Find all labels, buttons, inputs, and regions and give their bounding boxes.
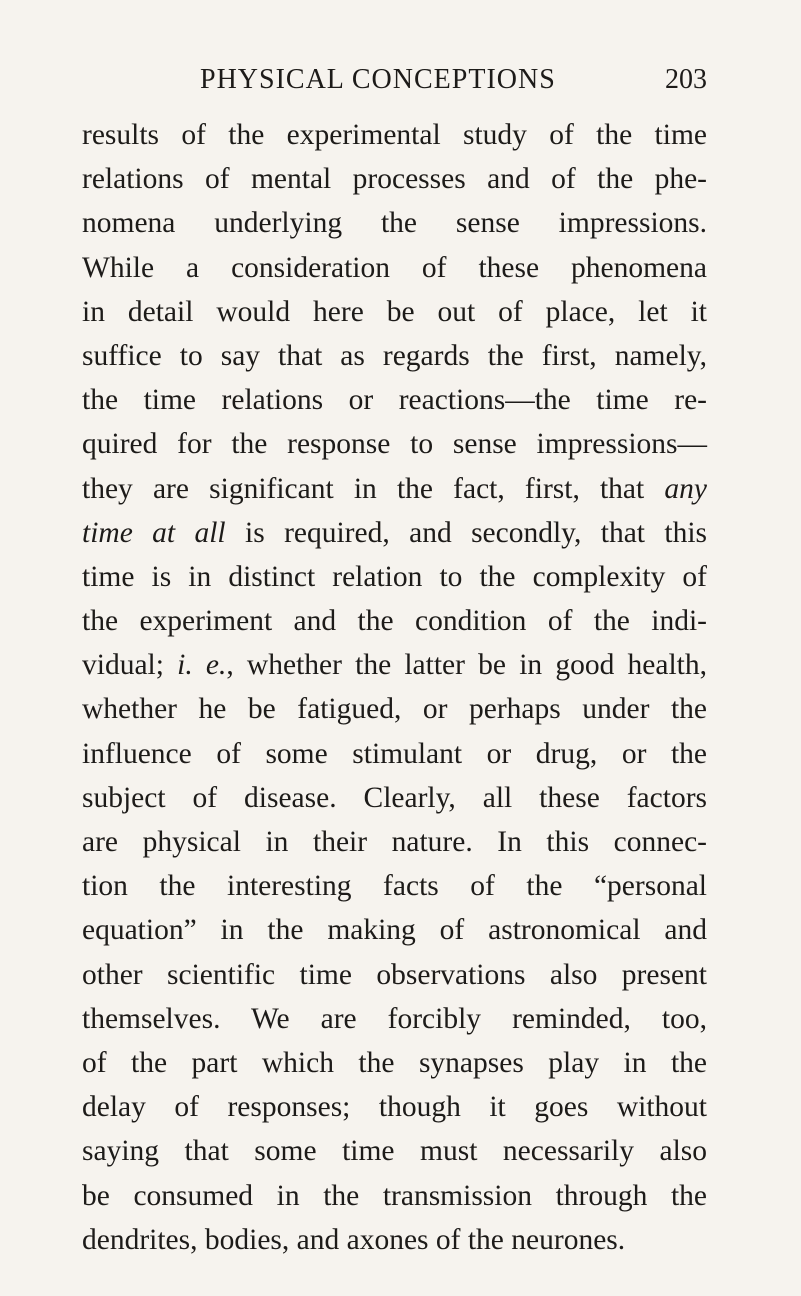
text-segment: are physical in their nature. In this connec- (82, 826, 707, 858)
text-line (82, 953, 707, 997)
text-line (82, 1174, 707, 1218)
text-segment: whether he be fatigued, or perhaps under the (82, 693, 707, 726)
text-line (82, 555, 707, 599)
text-segment: vidual; (82, 649, 178, 682)
text-segment: of the part which the synapses play in the (82, 1046, 707, 1079)
text-segment: , whether the latter be in good health, (226, 649, 707, 682)
text-segment: equation” in the making of astronomical and (82, 914, 707, 947)
text-line (82, 201, 707, 245)
text-line (82, 864, 707, 908)
text-line (82, 511, 707, 555)
text-line (82, 157, 707, 201)
text-line (82, 908, 707, 952)
text-line (82, 378, 707, 422)
text-segment: suffice to say that as regards the first, namely, (82, 339, 707, 372)
text-line (82, 422, 707, 466)
text-segment: saying that some time must necessarily also (82, 1135, 707, 1168)
text-segment: themselves. We are forcibly reminded, too, (82, 1002, 707, 1035)
text-segment: quired for the response to sense impressions— (82, 428, 707, 461)
text-line (82, 113, 707, 157)
text-segment: other scientific time observations also present (82, 958, 707, 991)
text-line (82, 1041, 707, 1085)
text-segment: relations of mental processes and of the phe- (82, 163, 707, 196)
text-segment: in detail would here be out of place, let it (82, 295, 707, 328)
text-segment: the time relations or reactions—the time re- (82, 384, 707, 417)
text-line (82, 1085, 707, 1129)
text-segment: results of the experimental study of the time (82, 119, 707, 151)
text-segment: the experiment and the condition of the indi- (82, 605, 707, 638)
text-segment: is required, and secondly, that this (225, 516, 707, 549)
text-line (82, 290, 707, 334)
text-line (82, 599, 707, 643)
text-segment: dendrites, bodies, and axones of the neurones. (82, 1223, 626, 1256)
text-segment: influence of some stimulant or drug, or the (82, 737, 707, 770)
text-line (82, 467, 707, 511)
text-line (82, 334, 707, 378)
text-line (82, 1218, 707, 1262)
text-segment: they are significant in the fact, first, that (82, 472, 665, 505)
italic-text: time at all (82, 516, 226, 549)
italic-text: i. e. (177, 649, 227, 682)
text-segment: subject of disease. Clearly, all these factors (82, 781, 707, 814)
text-segment: nomena underlying the sense impressions. (82, 207, 707, 240)
text-line (82, 687, 707, 731)
text-segment: delay of responses; though it goes without (82, 1091, 707, 1124)
text-segment: While a consideration of these phenomena (82, 251, 707, 284)
text-line (82, 997, 707, 1041)
text-line (82, 732, 707, 776)
text-segment: tion the interesting facts of the “personal (82, 870, 707, 903)
text-line (82, 776, 707, 820)
page-header (82, 60, 707, 100)
text-line (82, 246, 707, 290)
italic-text: any (664, 472, 707, 505)
text-segment: time is in distinct relation to the complexity of (82, 560, 707, 593)
running-head: PHYSICAL CONCEPTIONS (200, 64, 556, 95)
page-number: 203 (665, 64, 707, 95)
text-line (82, 643, 707, 687)
text-line (82, 820, 707, 864)
text-segment: be consumed in the transmission through the (82, 1179, 707, 1212)
text-line (82, 1129, 707, 1173)
body-paragraph (82, 113, 707, 1262)
